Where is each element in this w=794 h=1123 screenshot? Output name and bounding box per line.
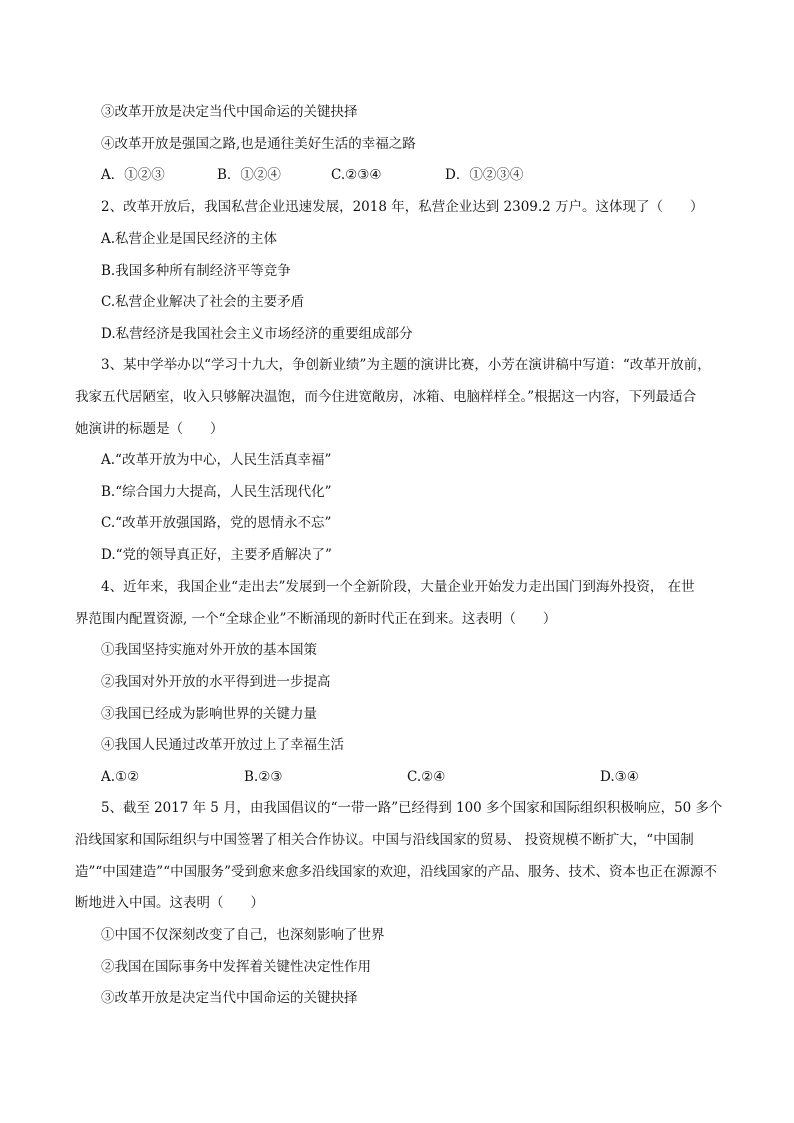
q3-option-b: B.“综合国力大提高，人民生活现代化” (101, 484, 332, 500)
q2-option-b: B.我国多种所有制经济平等竞争 (101, 263, 291, 279)
top-item-3: ③改革开放是决定当代中国命运的关键抉择 (101, 104, 358, 120)
q3-option-c: C.“改革开放强国路，党的恩情永不忘” (101, 515, 332, 531)
q5-stem-line2: 沿线国家和国际组织与中国签署了相关合作协议。中国与沿线国家的贸易、 投资规模不断扩大，“中国制 (75, 832, 694, 848)
q3-stem-line1: 3、某中学举办以“学习十九大，争创新业绩”为主题的演讲比赛，小芳在演讲稿中写道：“改革开放前， (101, 357, 711, 373)
q4-item-4: ④我国人民通过改革开放过上了幸福生活 (101, 737, 344, 753)
top-option-d: D．①②③④ (445, 167, 524, 183)
q3-option-a: A.“改革开放为中心，人民生活真幸福” (101, 452, 332, 468)
q5-item-1: ①中国不仅深刻改变了自己，也深刻影响了世界 (101, 927, 385, 943)
q4-item-2: ②我国对外开放的水平得到进一步提高 (101, 674, 331, 690)
q4-option-d: D.③④ (600, 769, 639, 785)
q5-stem-line4: 断地进入中国。这表明（ ） (75, 895, 264, 911)
top-item-4: ④改革开放是强国之路,也是通往美好生活的幸福之路 (101, 136, 416, 152)
q3-stem-line3: 她演讲的标题是（ ） (75, 421, 224, 437)
q4-stem-line2: 界范围内配置资源, 一个“全球企业”不断涌现的新时代正在到来。这表明（ ） (75, 611, 557, 627)
q4-item-3: ③我国已经成为影响世界的关键力量 (101, 706, 317, 722)
q5-item-2: ②我国在国际事务中发挥着关键性决定性作用 (101, 959, 371, 975)
top-option-a: A．①②③ (101, 167, 165, 183)
q2-stem: 2、改革开放后，我国私营企业迅速发展，2018 年，私营企业达到 2309.2 万户。这体现了（ ） (101, 199, 704, 215)
q5-stem-line3: 造”“中国建造”“中国服务”受到愈来愈多沿线国家的欢迎，沿线国家的产品、服务、技术、资本也正在源源不 (75, 864, 718, 880)
top-option-c: C.②③④ (331, 167, 382, 183)
q5-stem-line1: 5、截至 2017 年 5 月，由我国倡议的“一带一路”已经得到 100 多个国家和国际组织积极响应，50 多个 (101, 800, 723, 816)
q4-option-a: A.①② (101, 769, 140, 785)
top-option-b: B．①②④ (217, 167, 281, 183)
q2-option-d: D.私营经济是我国社会主义市场经济的重要组成部分 (101, 326, 413, 342)
q3-option-d: D.“党的领导真正好，主要矛盾解决了” (101, 547, 332, 563)
q4-item-1: ①我国坚持实施对外开放的基本国策 (101, 642, 317, 658)
q2-option-c: C.私营企业解决了社会的主要矛盾 (101, 294, 305, 310)
q5-item-3: ③改革开放是决定当代中国命运的关键抉择 (101, 990, 358, 1006)
q3-stem-line2: 我家五代居陋室，收入只够解决温饱，而今住进宽敞房，冰箱、电脑样样全。”根据这一内容，下列最适合 (75, 389, 697, 405)
q2-option-a: A.私营企业是国民经济的主体 (101, 231, 278, 247)
q4-option-c: C.②④ (407, 769, 446, 785)
q4-option-b: B.②③ (244, 769, 283, 785)
q4-stem-line1: 4、近年来，我国企业“走出去”发展到一个全新阶段，大量企业开始发力走出国门到海外投资， 在世 (101, 579, 695, 595)
